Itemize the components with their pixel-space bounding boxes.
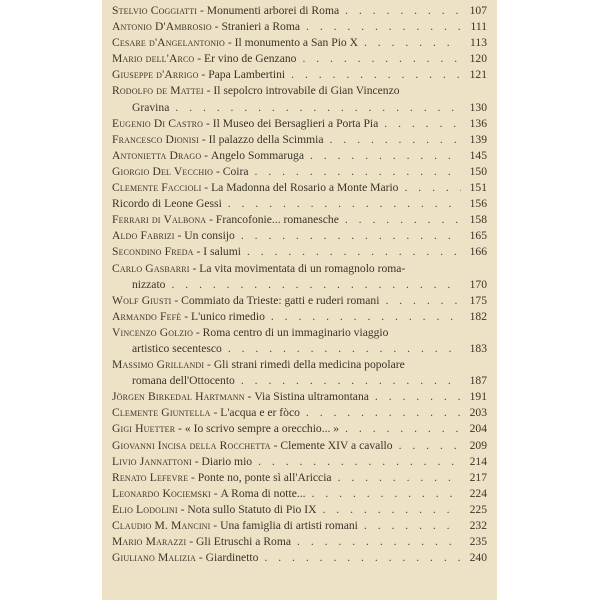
entry-separator: - [201,148,211,162]
dot-leader [369,389,461,405]
entry-separator: - [224,36,235,50]
toc-entry [112,51,487,67]
entry-author: Gigi Huetter [112,422,176,436]
toc-entry [112,550,487,566]
toc-entry [112,486,487,502]
toc-entry-line [112,19,487,35]
entry-separator: - [193,245,204,259]
entry-author: Livio Jannattoni [112,454,192,468]
toc-entry [112,534,487,550]
dot-leader [324,132,461,148]
toc-entry [112,132,487,148]
toc-entry [112,148,487,164]
toc-entry [112,405,487,421]
page-number: 191 [469,390,487,404]
entry-separator: - [186,535,197,549]
dot-leader [252,454,461,470]
entry-separator: - [210,519,221,532]
entry-separator: - [177,502,188,516]
entry-title-continuation: romana dell'Ottocento [132,374,235,388]
page-number: 232 [469,519,487,532]
toc-entry [112,116,487,132]
toc-entry-continuation [112,100,487,116]
entry-author: Renato Lefevre [112,470,189,484]
entry-author: Eugenio Di Castro [112,116,204,130]
page-number: 166 [469,245,487,259]
toc-entry [112,309,487,325]
entry-title: Monumenti arborei di Roma [206,4,340,17]
entry-title: Ponte no, ponte sì all'Ariccia [197,470,332,484]
toc-entry [112,212,487,228]
entry-title: L'unico rimedio [190,309,265,323]
toc-entry [112,67,487,83]
page-number: 187 [469,374,487,388]
entry-title: Diario mio [201,454,253,468]
toc-entry-line [112,212,487,228]
entry-title: Gli Etruschi a Roma [196,535,292,549]
toc-entry-line [112,438,487,454]
dot-leader [339,212,461,228]
entry-author: Giuseppe d'Arrigo [112,68,199,82]
dot-leader [296,51,461,67]
entry-author: Leonardo Kociemski [112,486,211,500]
entry-title: A Roma di notte... [220,486,306,500]
book-page [102,0,497,600]
toc-entry [112,454,487,470]
dot-leader [235,228,461,244]
toc-entry [112,261,487,293]
entry-author: Vincenzo Golzio [112,325,193,339]
page-number: 111 [470,20,487,34]
page-number: 170 [469,277,487,291]
dot-leader [393,438,461,454]
page-number: 139 [469,132,487,146]
entry-separator: - [203,116,213,130]
entry-author: Francesco Dionisi [112,132,199,146]
toc-entry-line [112,405,487,421]
table-of-contents [112,3,487,566]
toc-entry-line [112,309,487,325]
toc-entry [112,470,487,486]
entry-separator: - [194,52,205,66]
toc-entry-line [112,502,487,518]
entry-title: Giardinetto [205,551,259,565]
entry-author: Giorgio Del Vecchio [112,164,214,178]
entry-title: Il Museo dei Bersaglieri a Porta Pia [212,116,379,130]
dot-leader [398,180,461,196]
dot-leader [358,35,461,51]
toc-entry [112,325,487,357]
page-number: 225 [469,502,487,516]
toc-entry-line [112,35,487,51]
entry-separator: - [175,422,185,436]
page-number: 240 [469,551,487,565]
dot-leader [304,148,461,164]
entry-separator: - [198,132,209,146]
dot-leader [332,470,461,486]
toc-entry-line [112,486,487,502]
dot-leader [265,309,461,325]
entry-title: Commiato da Trieste: gatti e ruderi romani [181,293,380,307]
entry-author: Elio Lodolini [112,502,178,516]
entry-title: Nota sullo Statuto di Pio IX [187,502,317,516]
toc-entry [112,35,487,51]
page-number: 158 [469,213,487,227]
toc-entry-line [112,261,487,277]
toc-entry [112,228,487,244]
page-number: 136 [469,116,487,130]
toc-entry [112,502,487,518]
entry-author: Mario Marazzi [112,535,187,549]
page-number: 121 [469,68,487,82]
toc-entry [112,421,487,437]
entry-author: Massimo Grillandi [112,358,205,372]
entry-author: Cesare d'Angelantonio [112,36,225,50]
entry-title: La vita movimentata di un romagnolo roma- [199,261,406,275]
dot-leader [300,19,461,35]
toc-entry [112,180,487,196]
dot-leader [285,67,461,83]
dot-leader [358,518,461,534]
dot-leader [306,486,461,502]
dot-leader [339,3,461,19]
dot-leader [169,100,461,116]
entry-author: Clemente Faccioli [112,181,202,195]
entry-title: Il sepolcro introvabile di Gian Vincenzo [213,84,400,98]
toc-entry-line [112,83,487,99]
entry-title: Un consijo [184,229,235,243]
toc-entry [112,244,487,260]
entry-separator: - [201,181,212,195]
page-number: 217 [469,470,487,484]
entry-author: Carlo Gasbarri [112,261,190,275]
toc-entry [112,293,487,309]
entry-title: Clemente XIV a cavallo [280,438,393,452]
dot-leader [258,550,461,566]
toc-entry-line [112,534,487,550]
dot-leader [241,244,461,260]
page-number: 183 [469,341,487,355]
entry-author: Mario dell'Arco [112,52,195,66]
page-number: 150 [469,164,487,178]
entry-author: Armando Fefè [112,309,182,323]
entry-title: Angelo Sommaruga [210,148,304,162]
entry-title: « Io scrivo sempre a orecchio... » [184,422,340,436]
entry-author: Wolf Giusti [112,293,172,307]
entry-title-continuation: nizzato [132,277,166,291]
toc-entry-line [112,550,487,566]
toc-entry-continuation [112,373,487,389]
entry-author: Rodolfo de Mattei [112,84,204,98]
page-number: 214 [469,454,487,468]
entry-title: Stranieri a Roma [221,20,301,34]
entry-author: Secondino Freda [112,245,194,259]
dot-leader [379,293,461,309]
toc-entry-line [112,454,487,470]
toc-entry [112,19,487,35]
entry-separator: - [213,164,223,178]
toc-entry-line [112,148,487,164]
entry-author: Antonio D'Ambrosio [112,20,212,34]
dot-leader [249,164,461,180]
entry-author: Antonietta Drago [112,148,202,162]
toc-entry [112,389,487,405]
entry-title-continuation: artistico secentesco [132,341,222,355]
toc-entry-continuation [112,341,487,357]
toc-entry [112,3,487,19]
dot-leader [165,277,461,293]
entry-author: Jörgen Birkedal Hartmann [112,390,245,404]
page-number: 120 [469,52,487,66]
toc-entry [112,196,487,212]
entry-separator: - [203,84,214,98]
toc-entry-line [112,132,487,148]
page-number: 175 [469,293,487,307]
entry-title: Coira [222,164,249,178]
toc-entry-line [112,389,487,405]
entry-separator: - [197,4,207,17]
page-number: 204 [469,422,487,436]
entry-separator: - [181,309,191,323]
page-number: 209 [469,438,487,452]
toc-entry-line [112,421,487,437]
toc-entry-line [112,164,487,180]
entry-separator: - [171,293,182,307]
entry-title: Via Sistina ultramontana [254,390,369,404]
entry-separator: - [191,454,202,468]
entry-title: Francofonie... romanesche [215,213,339,227]
entry-title: La Madonna del Rosario a Monte Mario [211,181,399,195]
entry-author: Ferrari di Valbona [112,213,207,227]
toc-entry-line [112,325,487,341]
toc-entry-line [112,293,487,309]
entry-separator: - [206,213,216,227]
entry-author: Clemente Giuntella [112,406,211,420]
dot-leader [222,196,461,212]
dot-leader [235,373,461,389]
dot-leader [222,341,461,357]
entry-separator: - [195,551,206,565]
toc-entry [112,518,487,534]
page-number: 156 [469,197,487,211]
entry-separator: - [198,68,209,82]
page-number: 235 [469,535,487,549]
dot-leader [317,502,462,518]
toc-entry [112,83,487,115]
entry-author: Claudio M. Mancini [112,519,211,532]
toc-entry-line [112,357,487,373]
entry-title: Papa Lambertini [208,68,286,82]
entry-title: L'acqua e er fòco [220,406,300,420]
page-number: 203 [469,406,487,420]
entry-separator: - [244,390,255,404]
toc-entry [112,357,487,389]
page-number: 107 [469,4,487,17]
toc-entry-line [112,180,487,196]
entry-separator: - [211,20,222,34]
page-number: 165 [469,229,487,243]
entry-separator: - [193,325,203,339]
toc-entry-line [112,518,487,534]
entry-separator: - [210,486,221,500]
toc-entry [112,164,487,180]
entry-title: I salumi [203,245,241,259]
entry-author: Aldo Fabrizi [112,229,175,243]
toc-entry-line [112,67,487,83]
dot-leader [378,116,461,132]
entry-title: Il monumento a San Pio X [234,36,358,50]
page-number: 224 [469,486,487,500]
entry-separator: - [210,406,221,420]
entry-separator: - [270,438,281,452]
entry-title: Una famiglia di artisti romani [220,519,358,532]
toc-entry-line [112,470,487,486]
page-number: 130 [469,100,487,114]
entry-separator: - [188,470,198,484]
toc-entry-line [112,3,487,19]
dot-leader [339,421,461,437]
dot-leader [300,405,461,421]
toc-entry-line [112,228,487,244]
page-number: 151 [469,181,487,195]
toc-entry-line [112,244,487,260]
entry-title: Ricordo di Leone Gessi [112,197,222,211]
toc-entry-continuation [112,277,487,293]
toc-entry-line [112,196,487,212]
entry-separator: - [204,358,214,372]
entry-author: Stelvio Coggiatti [112,4,198,17]
toc-entry-line [112,116,487,132]
entry-separator: - [174,229,185,243]
entry-title: Il palazzo della Scimmia [208,132,324,146]
entry-title-continuation: Gravina [132,100,170,114]
page-number: 113 [470,36,487,50]
page-number: 145 [469,148,487,162]
entry-title: Er vino de Genzano [204,52,297,66]
dot-leader [291,534,461,550]
entry-author: Giuliano Malizia [112,551,196,565]
toc-entry-line [112,51,487,67]
page-number: 182 [469,309,487,323]
entry-author: Giovanni Incisa della Rocchetta [112,438,271,452]
entry-separator: - [189,261,200,275]
toc-entry [112,438,487,454]
entry-title: Gli strani rimedi della medicina popolare [213,358,405,372]
entry-title: Roma centro di un immaginario viaggio [202,325,389,339]
